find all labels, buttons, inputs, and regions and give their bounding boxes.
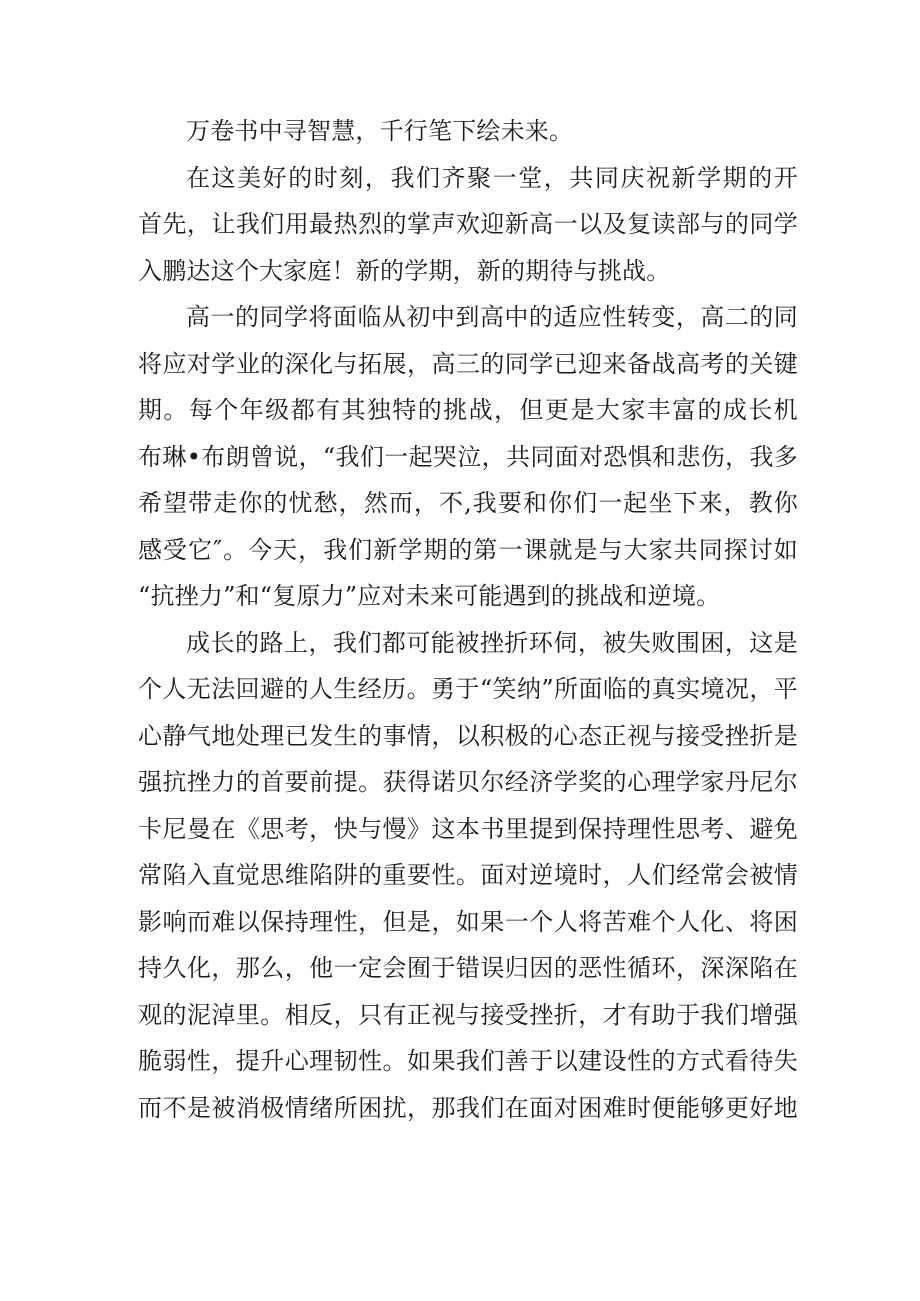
paragraph-4-line-8: 持久化，那么，他一定会囿于错误归因的恶性循环，深深陷在: [138, 954, 798, 982]
paragraph-3-line-3: 期。每个年级都有其独特的挑战，但更是大家丰富的成长机: [138, 396, 798, 424]
paragraph-4-line-3: 心静气地处理已发生的事情，以积极的心态正视与接受挫折是: [138, 721, 798, 750]
document-body: [138, 108, 798, 1131]
paragraph-1-line-1: 万卷书中寻智慧，千行笔下绘未来。: [186, 117, 574, 145]
paragraph-3-line-6: 感受它″。今天，我们新学期的第一课就是与大家共同探讨如: [138, 535, 798, 564]
paragraph-3-line-4: 布琳•布朗曾说，“我们一起哭泣，共同面对恐惧和悲伤，我多: [138, 442, 798, 471]
paragraph-4-line-5: 卡尼曼在《思考，快与慢》这本书里提到保持理性思考、避免: [138, 814, 798, 843]
paragraph-4-line-10: 脆弱性，提升心理韧性。如果我们善于以建设性的方式看待失: [138, 1047, 798, 1075]
paragraph-3-line-5: 希望带走你的忧愁，然而，不,我要和你们一起坐下来，教你: [138, 489, 798, 517]
paragraph-3-line-1: 高一的同学将面临从初中到高中的适应性转变，高二的同: [186, 303, 798, 331]
paragraph-4-line-6: 常陷入直觉思维陷阱的重要性。面对逆境时，人们经常会被情: [138, 861, 798, 889]
paragraph-2-line-3: 入鹏达这个大家庭！新的学期，新的期待与挑战。: [138, 256, 671, 285]
paragraph-4-line-7: 影响而难以保持理性，但是，如果一个人将苦难个人化、将困: [138, 907, 798, 936]
paragraph-2-line-2: 首先，让我们用最热烈的掌声欢迎新高一以及复读部与的同学: [138, 210, 798, 238]
paragraph-2-line-1: 在这美好的时刻，我们齐聚一堂，共同庆祝新学期的开: [186, 163, 798, 192]
paragraph-4-line-1: 成长的路上，我们都可能被挫折环伺，被失败围困，这是: [186, 628, 798, 657]
paragraph-4-line-2: 个人无法回避的人生经历。勇于“笑纳”所面临的真实境况，平: [138, 675, 798, 703]
paragraph-4-line-11: 而不是被消极情绪所困扰，那我们在面对困难时便能够更好地: [138, 1093, 798, 1122]
paragraph-3-line-2: 将应对学业的深化与拓展，高三的同学已迎来备战高考的关键: [138, 349, 798, 378]
paragraph-4-line-4: 强抗挫力的首要前提。获得诺贝尔经济学奖的心理学家丹尼尔: [138, 768, 798, 796]
paragraph-3-line-7: “抗挫力”和“复原力”应对未来可能遇到的挑战和逆境。: [138, 582, 721, 610]
paragraph-4-line-9: 观的泥淖里。相反，只有正视与接受挫折，才有助于我们增强: [138, 1000, 798, 1029]
